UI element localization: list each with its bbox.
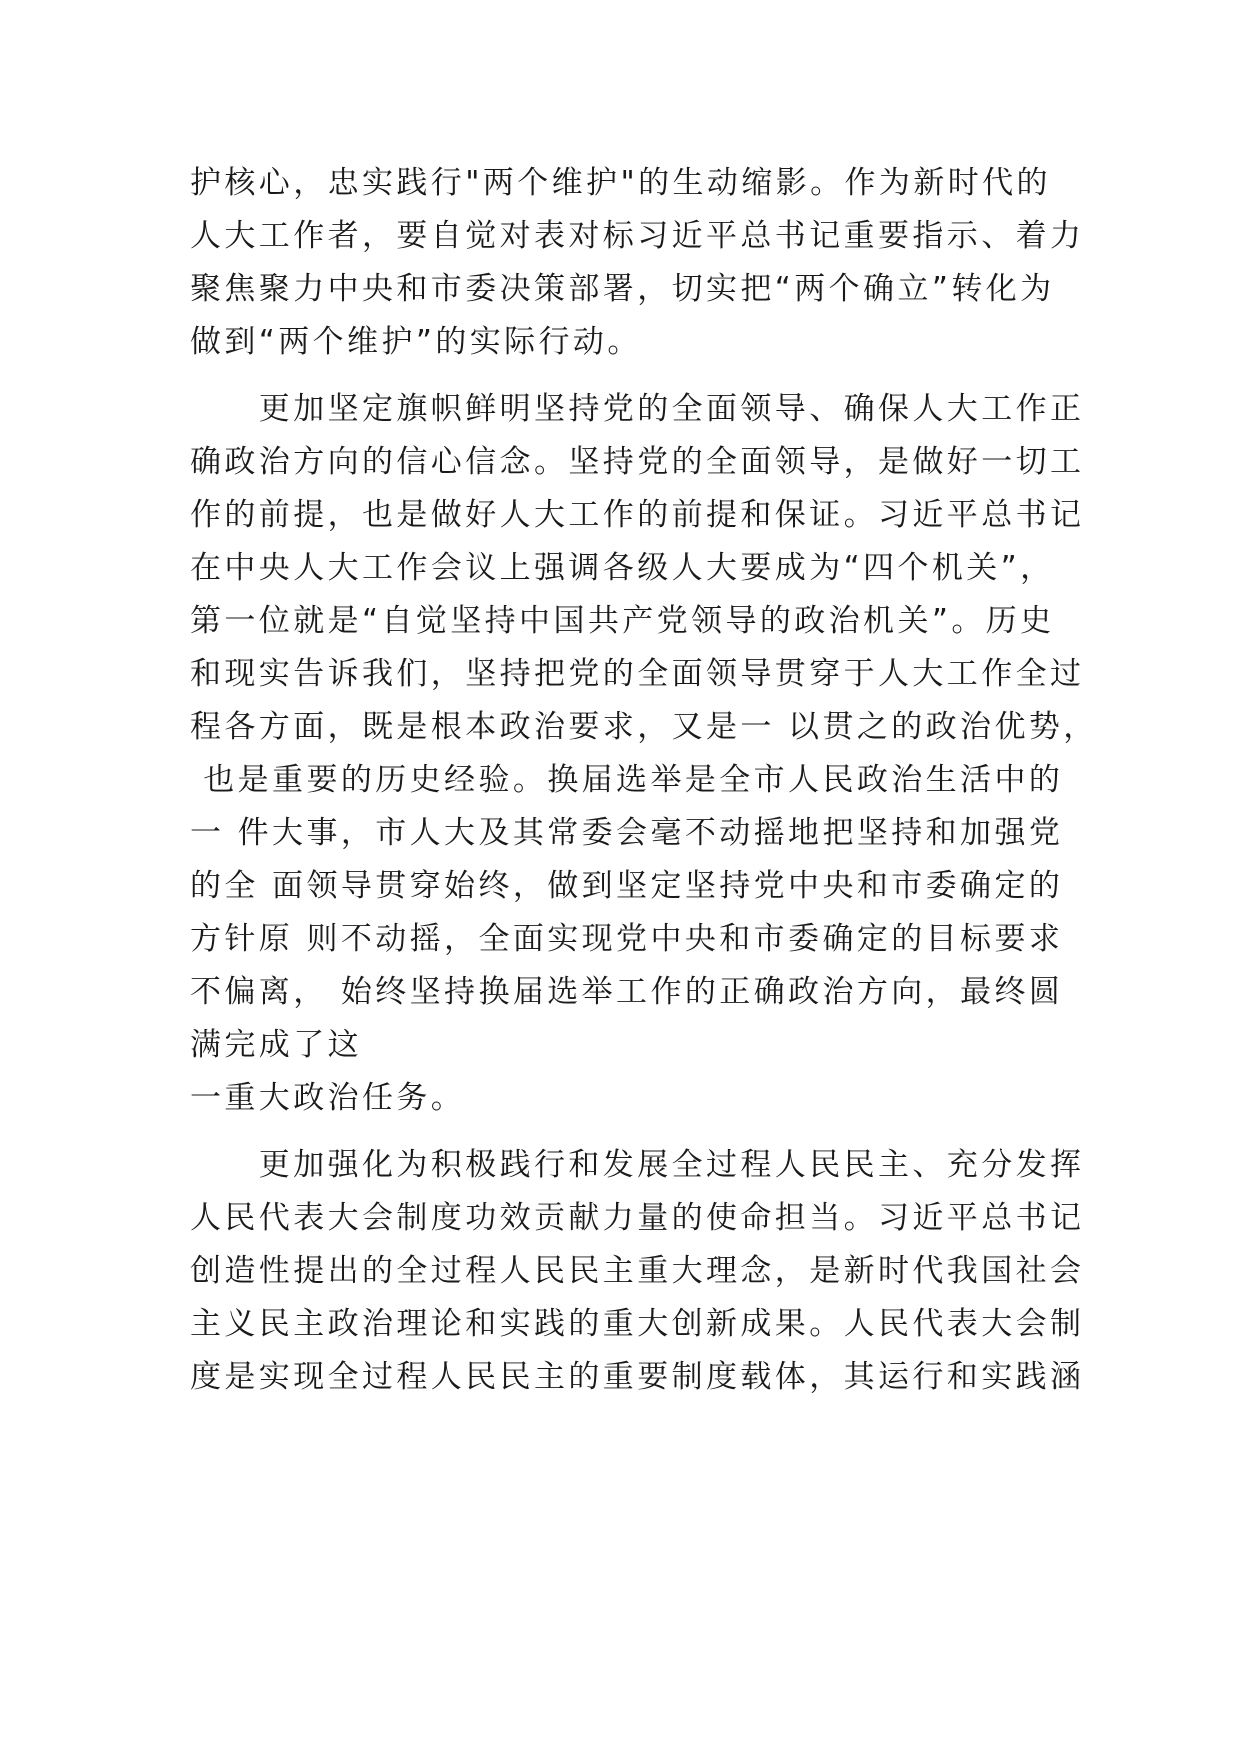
text-line: 一 件大事，市人大及其常委会毫不动摇地把坚持和加强党	[190, 815, 1064, 851]
text-line: 程各方面，既是根本政治要求，又是一 以贯之的政治优势，	[190, 709, 1098, 745]
document-body	[190, 157, 1098, 1418]
text-line: 人民代表大会制度功效贡献力量的使命担当。习近平总书记	[190, 1200, 1085, 1236]
paragraph-3	[190, 1139, 1085, 1404]
text-line: 更加强化为积极践行和发展全过程人民民主、充分发挥	[190, 1147, 1085, 1183]
text-line: 主义民主政治理论和实践的重大创新成果。人民代表大会制	[190, 1306, 1085, 1342]
text-line: 人大工作者，要自觉对表对标习近平总书记重要指示、着力	[190, 218, 1085, 254]
text-line: 不偏离， 始终坚持换届选举工作的正确政治方向，最终圆	[190, 974, 1064, 1010]
paragraph-1	[190, 157, 1085, 369]
text-line: 一重大政治任务。	[190, 1080, 466, 1116]
text-line: 和现实告诉我们，坚持把党的全面领导贯穿于人大工作全过	[190, 656, 1085, 692]
paragraph-2	[190, 383, 1098, 1125]
text-line: 作的前提，也是做好人大工作的前提和保证。习近平总书记	[190, 497, 1085, 533]
text-line: 在中央人大工作会议上强调各级人大要成为“四个机关”，	[190, 550, 1055, 586]
text-line: 第一位就是“自觉坚持中国共产党领导的政治机关”。历史	[190, 603, 1055, 639]
text-line: 做到“两个维护”的实际行动。	[190, 324, 642, 360]
text-line: 聚焦聚力中央和市委决策部署，切实把“两个确立”转化为	[190, 271, 1055, 307]
text-line: 的全 面领导贯穿始终，做到坚定坚持党中央和市委确定的	[190, 868, 1064, 904]
text-line: 度是实现全过程人民民主的重要制度载体，其运行和实践涵	[190, 1359, 1085, 1395]
text-line: 创造性提出的全过程人民民主重大理念，是新时代我国社会	[190, 1253, 1085, 1289]
text-line: 方针原 则不动摇，全面实现党中央和市委确定的目标要求	[190, 921, 1064, 957]
text-line: 更加坚定旗帜鲜明坚持党的全面领导、确保人大工作正	[190, 391, 1085, 427]
text-line: 也是重要的历史经验。换届选举是全市人民政治生活中的	[190, 762, 1064, 798]
text-line: 护核心，忠实践行"两个维护"的生动缩影。作为新时代的	[190, 165, 1051, 201]
text-line: 满完成了这	[190, 1027, 362, 1063]
text-line: 确政治方向的信心信念。坚持党的全面领导，是做好一切工	[190, 444, 1085, 480]
